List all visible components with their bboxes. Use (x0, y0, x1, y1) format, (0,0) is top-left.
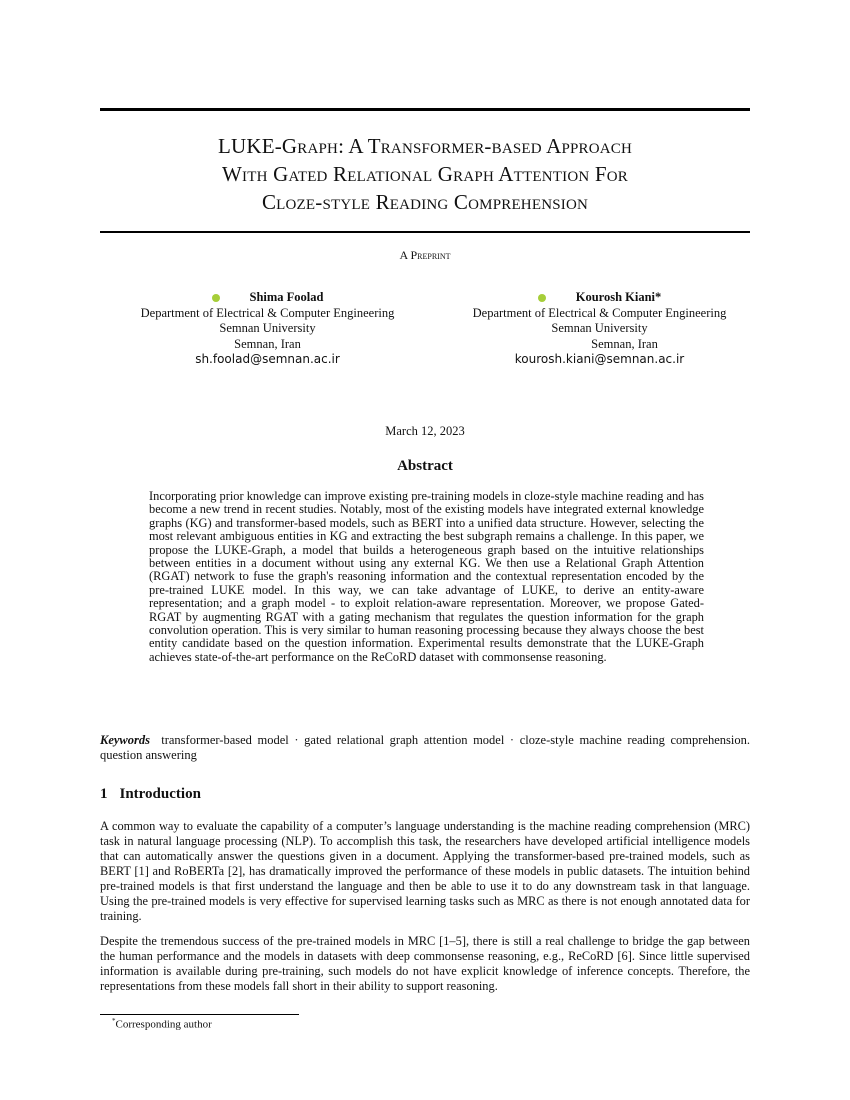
author-name: Kourosh Kiani* (575, 290, 662, 304)
author-univ: Semnan University (219, 321, 316, 335)
section-number: 1 (100, 786, 108, 802)
preprint-label: A Preprint (399, 248, 451, 262)
section-title: Introduction (119, 786, 201, 802)
footnote-rule (100, 1014, 299, 1015)
author-name: Shima Foolad (249, 290, 324, 304)
paragraph: A common way to evaluate the capability of a computer’s language understanding is the machine reading comprehension (MRC) task in natural language processing (NLP). To accomplish this task, the researchers have developed artificial intelligence models that can automatically answer the questions given in a document. Applying the transformer-based pre-trained models, such as BERT [1] and RoBERTa [2], has dramatically improved the performance of these models in public datasets. The intuition behind pre-trained models is that first understand the language and then be able to use it to do any downstream task in that language. Using the pre-trained models is very effective for supervised learning tasks such as MRC as there is not enough annotated data for training. (100, 819, 750, 923)
footnote-text: Corresponding author (115, 1018, 212, 1031)
orcid-icon[interactable] (212, 294, 220, 302)
author-dept: Department of Electrical & Computer Engineering (140, 305, 395, 320)
author-location: Semnan, Iran (591, 336, 658, 351)
author-email[interactable]: sh.foolad@semnan.ac.ir (195, 352, 340, 366)
paper-title (100, 132, 750, 216)
author-location: Semnan, Iran (234, 336, 301, 351)
author-email[interactable]: kourosh.kiani@semnan.ac.ir (514, 352, 685, 366)
title-line: LUKE-Graph: A Transformer-based Approach (217, 134, 633, 158)
keywords-label: Keywords (100, 733, 150, 747)
title-line: Cloze-style Reading Comprehension (261, 190, 589, 214)
orcid-icon[interactable] (538, 294, 546, 302)
keywords (100, 733, 750, 763)
abstract-text: Incorporating prior knowledge can improve existing pre-training models in cloze-style machine reading and has become a new trend in recent studies. Notably, most of the existing models have integrated external knowledge graphs (KG) and transformer-based models, such as BERT into a unified data structure. However, selecting the most relevant ambiguous entities in KG and extracting the best subgraph remains a challenge. In this paper, we propose the LUKE-Graph, a model that builds a heterogeneous graph based on the intuitive relationships between entities in a document without using any external KG. We then use a Relational Graph Attention (RGAT) network to fuse the graph's reasoning information and the contextual representation encoded by the pre-trained LUKE model. In this way, we can take advantage of LUKE, to derive an entity-aware representation; and a graph model - to exploit relation-aware representation. Moreover, we propose Gated-RGAT by augmenting RGAT with a gating mechanism that regulates the question information for the graph convolution operation. This is very similar to human reasoning processing because they always choose the best entity candidate based on the question information. Experimental results demonstrate that the LUKE-Graph achieves state-of-the-art performance on the ReCoRD dataset with commonsense reasoning. (149, 489, 704, 664)
title-bottom-rule (100, 231, 750, 233)
footnote (112, 1017, 212, 1031)
author-1 (110, 290, 425, 368)
author-2 (442, 290, 757, 368)
paragraph: Despite the tremendous success of the pre-trained models in MRC [1–5], there is still a real challenge to bridge the gap between the human performance and the models in datasets with deep commonsense reasoning, e.g., ReCoRD [6]. Since little supervised information is available during pre-training, such models do not have explicit knowledge of inference concepts. Therefore, the representations from these models fall short in their ability to support reasoning. (100, 934, 750, 993)
section-heading (100, 786, 213, 803)
title-line: With Gated Relational Graph Attention For (222, 162, 628, 186)
keywords-text: transformer-based model · gated relational graph attention model · cloze-style machine reading comprehension. question answering (100, 733, 750, 762)
author-univ: Semnan University (551, 321, 648, 335)
abstract-heading: Abstract (397, 458, 453, 474)
footnote-mark: * (112, 1017, 116, 1025)
author-dept: Department of Electrical & Computer Engineering (472, 305, 727, 320)
date: March 12, 2023 (385, 424, 465, 438)
top-rule (100, 108, 750, 111)
